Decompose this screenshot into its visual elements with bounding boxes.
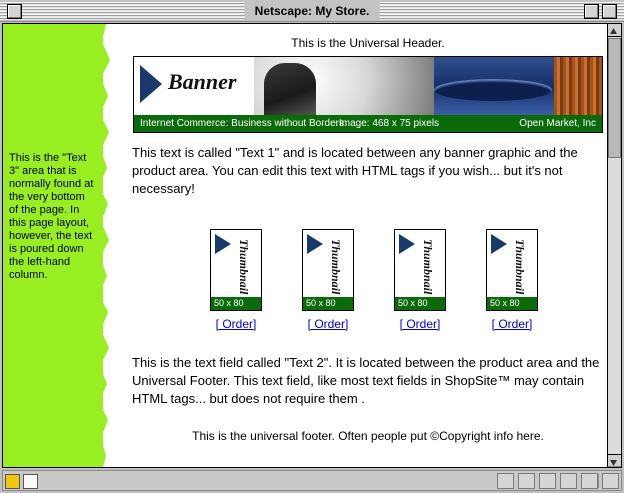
product-item — [298, 229, 358, 333]
left-column — [3, 24, 128, 467]
thumbnail-word: Thumbnail — [421, 239, 435, 295]
title-bar[interactable] — [0, 0, 624, 22]
window-title: Netscape: My Store. — [245, 2, 380, 20]
banner-satellite-dish — [434, 79, 552, 101]
banner-image — [134, 57, 602, 115]
banner-word: Banner — [168, 69, 237, 94]
status-bar — [2, 470, 622, 491]
shield-icon[interactable] — [539, 473, 556, 489]
resize-grip-icon[interactable] — [602, 473, 619, 489]
mail-icon[interactable] — [560, 473, 577, 489]
thumbnail-arrow-icon — [399, 234, 415, 254]
collapse-box-button[interactable] — [602, 4, 617, 19]
product-thumbnail[interactable] — [302, 229, 354, 311]
thumbnail-arrow-icon — [491, 234, 507, 254]
main-content — [128, 24, 621, 467]
banner-segment-texture — [554, 57, 602, 115]
thumbnail-arrow-icon — [215, 234, 231, 254]
banner-graphic — [133, 56, 603, 133]
left-column-edge-graphic — [96, 24, 120, 467]
product-item — [482, 229, 542, 333]
order-link[interactable]: [ Order] — [215, 317, 257, 331]
printer-icon[interactable] — [581, 473, 598, 489]
page-icon[interactable] — [23, 474, 38, 489]
web-page — [3, 24, 621, 467]
thumbnail-size-label: 50 x 80 — [303, 297, 354, 310]
product-item — [206, 229, 266, 333]
order-link[interactable]: [ Order] — [399, 317, 441, 331]
globe-icon[interactable] — [518, 473, 535, 489]
thumbnail-word: Thumbnail — [237, 239, 251, 295]
order-link[interactable]: [ Order] — [307, 317, 349, 331]
content-frame — [2, 23, 622, 468]
universal-footer-text: This is the universal footer. Often people put ©Copyright info here. — [192, 429, 544, 443]
banner-person-silhouette — [264, 63, 316, 115]
product-thumbnail[interactable] — [394, 229, 446, 311]
thumbnail-word: Thumbnail — [513, 239, 527, 295]
banner-caption-right: Open Market, Inc — [519, 118, 596, 129]
banner-caption-left: Internet Commerce: Business without Borders. — [140, 118, 347, 129]
zoom-box-button[interactable] — [584, 4, 599, 19]
product-thumbnail[interactable] — [486, 229, 538, 311]
text2-block: This is the text field called "Text 2". It is located between the product area and the Universal Footer. This text field, like most text fields in ShopSite™ may contain HTML tags... but does not require them . — [132, 355, 600, 406]
product-thumbnail[interactable] — [210, 229, 262, 311]
banner-caption-center: Image: 468 x 75 pixels — [339, 118, 440, 129]
grid-icon[interactable] — [497, 473, 514, 489]
scroll-down-arrow-icon[interactable] — [608, 454, 621, 467]
vertical-scrollbar[interactable] — [607, 23, 622, 468]
scrollbar-thumb[interactable] — [608, 38, 621, 158]
product-area — [128, 229, 608, 344]
banner-caption-bar — [134, 115, 602, 132]
lock-icon[interactable] — [5, 474, 20, 489]
thumbnail-size-label: 50 x 80 — [211, 297, 262, 310]
text1-block: This text is called "Text 1" and is located between any banner graphic and the product area. You can edit this text with HTML tags if you wish... but it's not necessary! — [132, 145, 578, 196]
thumbnail-word: Thumbnail — [329, 239, 343, 295]
status-bar-left-icons — [5, 473, 45, 489]
status-bar-right-icons — [497, 473, 619, 489]
close-box-button[interactable] — [7, 4, 22, 19]
scroll-up-arrow-icon[interactable] — [608, 24, 621, 37]
product-item — [390, 229, 450, 333]
universal-header-text: This is the Universal Header. — [291, 36, 445, 50]
thumbnail-size-label: 50 x 80 — [487, 297, 538, 310]
thumbnail-size-label: 50 x 80 — [395, 297, 446, 310]
text3-block: This is the "Text 3" area that is normally found at the very bottom of the page. In this page layout, however, the text is poured down the left-hand column. — [9, 152, 94, 281]
thumbnail-arrow-icon — [307, 234, 323, 254]
order-link[interactable]: [ Order] — [491, 317, 533, 331]
